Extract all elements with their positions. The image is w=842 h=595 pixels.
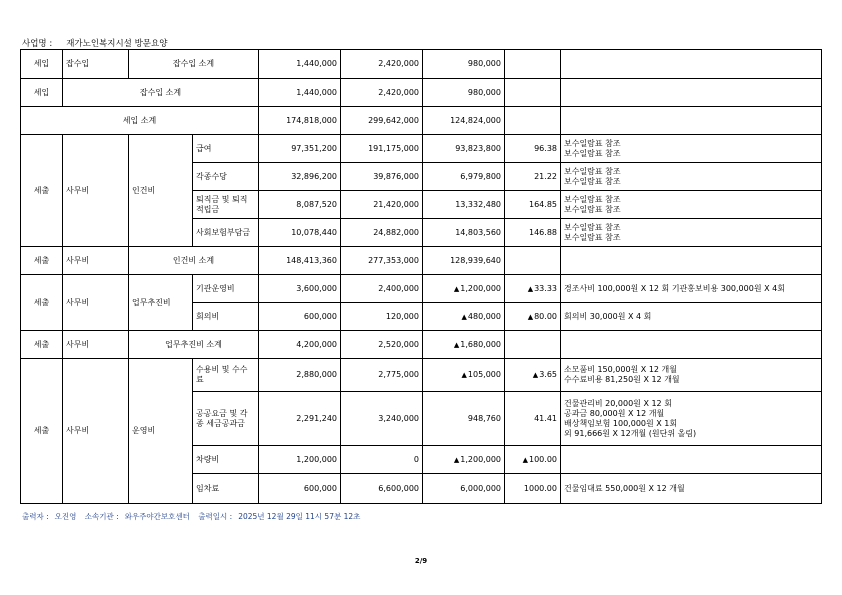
percent-cell	[505, 79, 561, 107]
percent-cell: 164.85	[505, 191, 561, 219]
table-row	[21, 275, 822, 303]
note-cell	[561, 446, 822, 474]
note-cell: 보수일람표 참조 보수일람표 참조	[561, 191, 822, 219]
division-cell: 세출	[21, 331, 63, 359]
print-date: 2025년 12월 29일 11시 57분 12초	[238, 512, 361, 521]
business-name-value: 재가노인복지시설 방문요양	[66, 39, 168, 49]
value-cell: 148,413,360	[259, 247, 341, 275]
item-cell: 공공요금 및 각종 세금공과금	[193, 392, 259, 446]
value-cell: 3,240,000	[341, 392, 423, 446]
decrease-triangle-icon: ▲	[453, 455, 460, 464]
table-row	[21, 135, 822, 163]
decrease-triangle-icon: ▲	[453, 340, 460, 349]
division-cell: 세출	[21, 359, 63, 504]
item-cell: 퇴직금 및 퇴직적립금	[193, 191, 259, 219]
value-cell: 191,175,000	[341, 135, 423, 163]
note-cell: 경조사비 100,000원 X 12 회 기관홍보비용 300,000원 X 4회	[561, 275, 822, 303]
value-cell: 2,400,000	[341, 275, 423, 303]
value-cell: 277,353,000	[341, 247, 423, 275]
percent-cell: 21.22	[505, 163, 561, 191]
table-row	[21, 359, 822, 392]
print-footer	[22, 511, 366, 522]
table-row	[21, 79, 822, 107]
subcategory-cell: 업무추진비	[129, 275, 193, 331]
note-cell: 보수일람표 참조 보수일람표 참조	[561, 163, 822, 191]
category-cell: 사무비	[63, 275, 129, 331]
percent-cell: 146.88	[505, 219, 561, 247]
item-cell: 급여	[193, 135, 259, 163]
division-cell: 세출	[21, 275, 63, 331]
note-cell: 보수일람표 참조 보수일람표 참조	[561, 135, 822, 163]
value-cell: 39,876,000	[341, 163, 423, 191]
item-cell: 임차료	[193, 474, 259, 504]
decrease-triangle-icon: ▲	[461, 371, 467, 379]
note-cell: 건물관리비 20,000원 X 12 회 공과금 80,000원 X 12 개월 배상책임보험 100,000원 X 1회 외 91,666원 X 12개월 (원단위 올림)	[561, 392, 822, 446]
note-cell	[561, 331, 822, 359]
note-cell	[561, 107, 822, 135]
item-cell: 사회보험부담금	[193, 219, 259, 247]
value-cell: 2,520,000	[341, 331, 423, 359]
value-cell: 13,332,480	[423, 191, 505, 219]
percent-cell	[505, 331, 561, 359]
value-cell: 6,600,000	[341, 474, 423, 504]
value-cell: 2,880,000	[259, 359, 341, 392]
business-name-label: 사업명 :	[22, 39, 53, 49]
printer-label: 출력자 :	[22, 512, 49, 521]
value-cell: 2,291,240	[259, 392, 341, 446]
value-cell: 980,000	[423, 79, 505, 107]
category-cell: 잡수입	[63, 50, 129, 79]
value-cell: 6,979,800	[423, 163, 505, 191]
note-cell: 보수일람표 참조 보수일람표 참조	[561, 219, 822, 247]
subtotal-label: 잡수입 소계	[63, 79, 259, 107]
decrease-triangle-icon: ▲	[527, 284, 534, 293]
value-cell: 2,420,000	[341, 50, 423, 79]
printer-name: 오진영	[54, 512, 77, 521]
print-date-label: 출력일시 :	[198, 512, 233, 521]
subtotal-label: 인건비 소계	[129, 247, 259, 275]
value-cell: ▲480,000	[423, 303, 505, 331]
value-cell: 1,200,000	[259, 446, 341, 474]
note-cell: 소모품비 150,000원 X 12 개월 수수료비용 81,250원 X 12 개월	[561, 359, 822, 392]
table-row	[21, 247, 822, 275]
note-cell: 회의비 30,000원 X 4 회	[561, 303, 822, 331]
category-cell: 사무비	[63, 359, 129, 504]
decrease-triangle-icon: ▲	[527, 312, 534, 321]
category-cell: 사무비	[63, 247, 129, 275]
note-cell	[561, 50, 822, 79]
value-cell: ▲105,000	[423, 359, 505, 392]
value-cell: 1,440,000	[259, 79, 341, 107]
category-cell: 사무비	[63, 331, 129, 359]
item-cell: 각종수당	[193, 163, 259, 191]
category-cell: 사무비	[63, 135, 129, 247]
org-name: 와우주야간보호센터	[124, 512, 190, 521]
table-row	[21, 331, 822, 359]
decrease-triangle-icon: ▲	[532, 371, 539, 379]
decrease-triangle-icon: ▲	[522, 455, 528, 464]
value-cell: 1,440,000	[259, 50, 341, 79]
value-cell: 2,775,000	[341, 359, 423, 392]
value-cell: ▲1,200,000	[423, 446, 505, 474]
percent-cell	[505, 107, 561, 135]
value-cell: 14,803,560	[423, 219, 505, 247]
value-cell: 124,824,000	[423, 107, 505, 135]
note-cell: 건물임대료 550,000원 X 12 개월	[561, 474, 822, 504]
value-cell: 3,600,000	[259, 275, 341, 303]
value-cell: 6,000,000	[423, 474, 505, 504]
value-cell: 93,823,800	[423, 135, 505, 163]
percent-cell: ▲33.33	[505, 275, 561, 303]
value-cell: 97,351,200	[259, 135, 341, 163]
value-cell: 299,642,000	[341, 107, 423, 135]
value-cell: 24,882,000	[341, 219, 423, 247]
value-cell: 600,000	[259, 474, 341, 504]
value-cell: 8,087,520	[259, 191, 341, 219]
percent-cell: 1000.00	[505, 474, 561, 504]
org-label: 소속기관 :	[84, 512, 119, 521]
value-cell: 2,420,000	[341, 79, 423, 107]
item-cell: 차량비	[193, 446, 259, 474]
page-number: 2/9	[414, 557, 428, 565]
subtotal-label: 세입 소계	[21, 107, 259, 135]
value-cell: 0	[341, 446, 423, 474]
value-cell: 980,000	[423, 50, 505, 79]
percent-cell: 96.38	[505, 135, 561, 163]
value-cell: 948,760	[423, 392, 505, 446]
value-cell: 600,000	[259, 303, 341, 331]
subcategory-cell: 인건비	[129, 135, 193, 247]
percent-cell: ▲100.00	[505, 446, 561, 474]
percent-cell	[505, 50, 561, 79]
value-cell: 32,896,200	[259, 163, 341, 191]
item-cell: 회의비	[193, 303, 259, 331]
value-cell: 21,420,000	[341, 191, 423, 219]
value-cell: 4,200,000	[259, 331, 341, 359]
decrease-triangle-icon: ▲	[453, 284, 460, 293]
value-cell: ▲1,680,000	[423, 331, 505, 359]
budget-table	[20, 49, 822, 504]
item-cell: 수용비 및 수수료	[193, 359, 259, 392]
table-row	[21, 50, 822, 79]
percent-cell: 41.41	[505, 392, 561, 446]
subtotal-label: 잡수입 소계	[129, 50, 259, 79]
value-cell: 10,078,440	[259, 219, 341, 247]
value-cell: 120,000	[341, 303, 423, 331]
value-cell: ▲1,200,000	[423, 275, 505, 303]
division-cell: 세출	[21, 135, 63, 247]
table-row	[21, 107, 822, 135]
percent-cell	[505, 247, 561, 275]
item-cell: 기관운영비	[193, 275, 259, 303]
percent-cell: ▲3.65	[505, 359, 561, 392]
subtotal-label: 업무추진비 소계	[129, 331, 259, 359]
note-cell	[561, 247, 822, 275]
note-cell	[561, 79, 822, 107]
division-cell: 세입	[21, 79, 63, 107]
value-cell: 128,939,640	[423, 247, 505, 275]
business-name-line	[22, 37, 167, 49]
percent-cell: ▲80.00	[505, 303, 561, 331]
decrease-triangle-icon: ▲	[461, 312, 467, 321]
value-cell: 174,818,000	[259, 107, 341, 135]
subcategory-cell: 운영비	[129, 359, 193, 504]
division-cell: 세입	[21, 50, 63, 79]
division-cell: 세출	[21, 247, 63, 275]
